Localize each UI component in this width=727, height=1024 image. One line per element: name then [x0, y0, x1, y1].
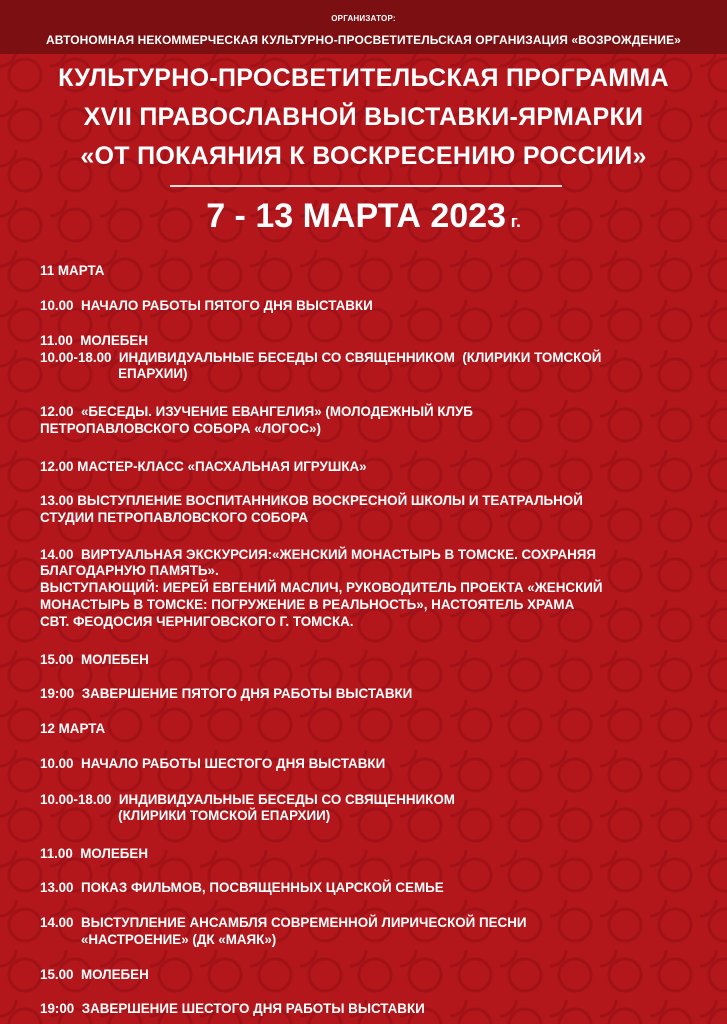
schedule-line: 12.00 МАСТЕР-КЛАСС «ПАСХАЛЬНАЯ ИГРУШКА» — [40, 459, 367, 474]
schedule-line: 10.00-18.00 ИНДИВИДУАЛЬНЫЕ БЕСЕДЫ СО СВЯЩЕННИКОМ — [40, 792, 455, 807]
schedule-line: 10.00-18.00 ИНДИВИДУАЛЬНЫЕ БЕСЕДЫ СО СВЯЩЕННИКОМ (КЛИРИКИ ТОМСКОЙ — [40, 350, 602, 365]
schedule-line: ВЫСТУПАЮЩИЙ: ИЕРЕЙ ЕВГЕНИЙ МАСЛИЧ, РУКОВОДИТЕЛЬ ПРОЕКТА «ЖЕНСКИЙ — [40, 580, 603, 595]
day-heading: 12 МАРТА — [40, 721, 106, 736]
schedule-line: 13.00 ВЫСТУПЛЕНИЕ ВОСПИТАННИКОВ ВОСКРЕСНОЙ ШКОЛЫ И ТЕАТРАЛЬНОЙ — [40, 493, 583, 508]
schedule-line: 11.00 МОЛЕБЕН — [40, 333, 149, 348]
day-heading: 11 МАРТА — [40, 263, 105, 278]
schedule-line: 15.00 МОЛЕБЕН — [40, 652, 149, 667]
title-divider — [170, 185, 562, 187]
schedule-line: 19:00 ЗАВЕРШЕНИЕ ШЕСТОГО ДНЯ РАБОТЫ ВЫСТАВКИ — [40, 1001, 425, 1016]
schedule-line: СТУДИИ ПЕТРОПАВЛОВСКОГО СОБОРА — [40, 510, 309, 525]
schedule-line: 10.00 НАЧАЛО РАБОТЫ ШЕСТОГО ДНЯ ВЫСТАВКИ — [40, 756, 386, 771]
schedule-line: ЕПАРХИИ) — [40, 366, 188, 381]
schedule-line: 14.00 ВЫСТУПЛЕНИЕ АНСАМБЛЯ СОВРЕМЕННОЙ ЛИРИЧЕСКОЙ ПЕСНИ — [40, 915, 527, 930]
schedule-line: 13.00 ПОКАЗ ФИЛЬМОВ, ПОСВЯЩЕННЫХ ЦАРСКОЙ СЕМЬЕ — [40, 880, 444, 895]
schedule-line: 10.00 НАЧАЛО РАБОТЫ ПЯТОГО ДНЯ ВЫСТАВКИ — [40, 298, 373, 313]
organizer-caption: ОРГАНИЗАТОР: — [331, 14, 396, 23]
schedule-line: БЛАГОДАРНУЮ ПАМЯТЬ». — [40, 563, 219, 578]
schedule-line: 11.00 МОЛЕБЕН — [40, 846, 149, 861]
schedule-line: ПЕТРОПАВЛОВСКОГО СОБОРА «ЛОГОС») — [40, 421, 321, 436]
schedule-line: 14.00 ВИРТУАЛЬНАЯ ЭКСКУРСИЯ:«ЖЕНСКИЙ МОНАСТЫРЬ В ТОМСКЕ. СОХРАНЯЯ — [40, 547, 597, 562]
event-dates — [0, 197, 727, 236]
schedule-line: МОНАСТЫРЬ В ТОМСКЕ: ПОГРУЖЕНИЕ В РЕАЛЬНОСТЬ», НАСТОЯТЕЛЬ ХРАМА — [40, 597, 575, 612]
title-line-1: КУЛЬТУРНО-ПРОСВЕТИТЕЛЬСКАЯ ПРОГРАММА — [58, 64, 669, 92]
schedule-line: (КЛИРИКИ ТОМСКОЙ ЕПАРХИИ) — [40, 808, 331, 823]
schedule-line: СВТ. ФЕОДОСИЯ ЧЕРНИГОВСКОГО Г. ТОМСКА. — [40, 614, 354, 629]
schedule-line: «НАСТРОЕНИЕ» (ДК «МАЯК») — [40, 932, 277, 947]
schedule-line: 12.00 «БЕСЕДЫ. ИЗУЧЕНИЕ ЕВАНГЕЛИЯ» (МОЛОДЕЖНЫЙ КЛУБ — [40, 404, 473, 419]
organizer-name: АВТОНОМНАЯ НЕКОММЕРЧЕСКАЯ КУЛЬТУРНО-ПРОСВЕТИТЕЛЬСКАЯ ОРГАНИЗАЦИЯ «ВОЗРОЖДЕНИЕ» — [46, 33, 681, 47]
title-line-3: «ОТ ПОКАЯНИЯ К ВОСКРЕСЕНИЮ РОССИИ» — [80, 142, 647, 170]
title-line-2: XVII ПРАВОСЛАВНОЙ ВЫСТАВКИ-ЯРМАРКИ — [83, 103, 644, 131]
schedule-line: 19:00 ЗАВЕРШЕНИЕ ПЯТОГО ДНЯ РАБОТЫ ВЫСТАВКИ — [40, 686, 413, 701]
event-dates-text: 7 - 13 МАРТА 2023 — [206, 197, 506, 235]
year-suffix: г. — [505, 212, 521, 231]
schedule-line: 15.00 МОЛЕБЕН — [40, 967, 149, 982]
